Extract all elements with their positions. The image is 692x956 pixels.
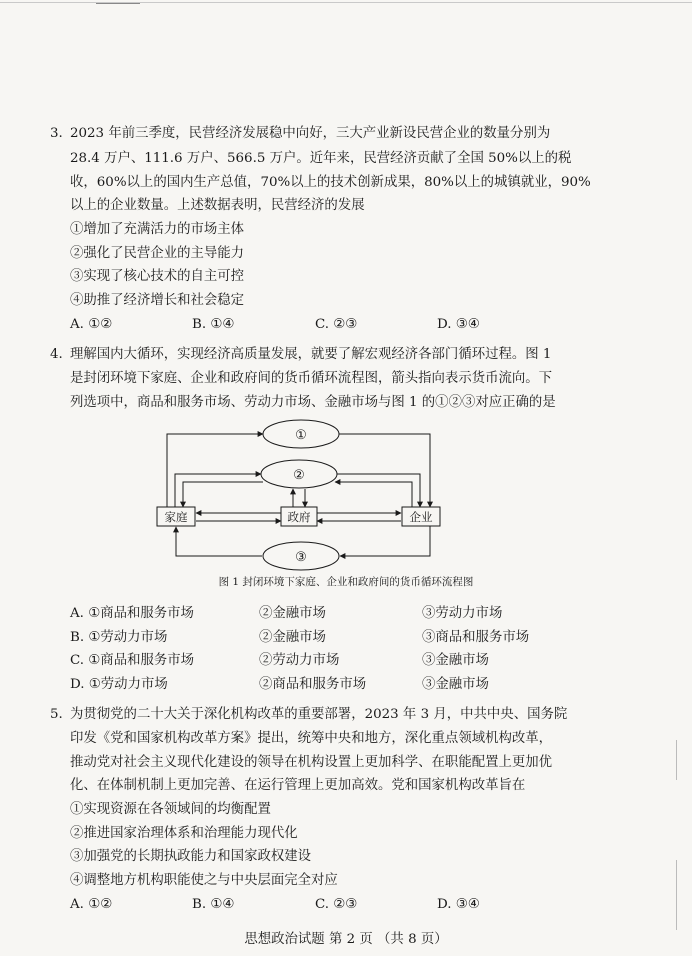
- box-enterprise-label: 企业: [409, 510, 433, 524]
- option-d[interactable]: D. ③④: [437, 317, 480, 332]
- option-d[interactable]: D. ③④: [437, 897, 480, 912]
- question-3-line: 28.4 万户、111.6 万户、566.5 万户。近年来，民营经济贡献了全国 50%以上的税: [70, 151, 572, 166]
- page-footer: 思想政治试题 第 2 页 （共 8 页）: [244, 932, 448, 947]
- question-number: 4.: [50, 347, 63, 362]
- question-4-line: 是封闭环境下家庭、企业和政府间的货币循环流程图，箭头指向表示货币流向。下: [70, 371, 553, 386]
- question-5-line: 印发《党和国家机构改革方案》提出，统筹中央和地方，深化重点领域机构改革，: [70, 731, 553, 746]
- question-3-line: 3. 2023 年前三季度，民营经济发展稳中向好，三大产业新设民营企业的数量分别为: [50, 126, 551, 141]
- statement-item: ④助推了经济增长和社会稳定: [70, 293, 245, 308]
- question-3-line: 以上的企业数量。上述数据表明，民营经济的发展: [70, 198, 365, 213]
- question-4-line: 列选项中，商品和服务市场、劳动力市场、金融市场与图 1 的①②③对应正确的是: [70, 395, 556, 410]
- option-a[interactable]: A. ①②: [70, 897, 113, 912]
- question-3-line: 收，60%以上的国内生产总值，70%以上的技术创新成果，80%以上的城镇就业，90%: [70, 175, 591, 190]
- statement-item: ①实现资源在各领域间的均衡配置: [70, 802, 271, 817]
- ellipse-3-label: ③: [295, 550, 307, 565]
- flow-arrow: [337, 474, 420, 507]
- option-b[interactable]: B. ①④: [192, 317, 235, 332]
- flow-arrow: [339, 434, 430, 507]
- box-household-label: 家庭: [164, 510, 188, 524]
- statement-item: ②强化了民营企业的主导能力: [70, 246, 245, 261]
- question-4-line: 4. 理解国内大循环，实现经济高质量发展，就要了解宏观经济各部门循环过程。图 1: [50, 347, 552, 362]
- option-c[interactable]: C. ②③: [315, 317, 358, 332]
- ellipse-2-label: ②: [293, 468, 305, 483]
- question-5-line: 5. 为贯彻党的二十大关于深化机构改革的重要部署，2023 年 3 月，中共中央、国务院: [50, 707, 568, 722]
- option-b[interactable]: B. ①④: [192, 897, 235, 912]
- statement-item: ①增加了充满活力的市场主体: [70, 222, 245, 237]
- flow-arrow: [175, 474, 261, 507]
- statement-item: ③实现了核心技术的自主可控: [70, 269, 245, 284]
- box-government-label: 政府: [287, 510, 311, 524]
- exam-page: 3. 2023 年前三季度，民营经济发展稳中向好，三大产业新设民营企业的数量分别为 28.4 万户、111.6 万户、566.5 万户。近年来，民营经济贡献了全国 50%以上的税 收，60%以上的国内生产总值，70%以上的技术创新成果，80%以上的城镇就业，90% 以上的企业数量。上述数据表明，民营经济的发展 ①增加了充满活力的市场主体 ②强化了民营企业的主导能力 ③实现了核心技术的自主可控 ④助推了经济增长和社会稳定 A. ①② B. ①④ C. ②③ D. ③④ 4. 理解国内大循环，实现经济高质量发展，就要了解宏观经济各部门循环过程。图 1 是封闭环境下家庭、企业和政府间的货币循环流程图，箭头指向表示货币流向。下 列选项中，商品和服务市场、劳动力市场、金融市场与图 1 的①②③对应正确的是 ① ② ③ 家庭 政府 企业 图 1 封闭环境下家庭、企业和政府间的货币循环流程图 A. ①商品和服务市场 ②金融市场 ③劳动力市场 B. ①劳动力市场 ②金融市场 ③商品和服务市场 C. ①商品和服务市场 ②劳动力市场 ③金融市场 D. ①劳动力市场 ②商品和服务市场 ③金融市场 5. 为贯彻党的二十大关于深化机构改革的重要部署，2023 年 3 月，中共中央、国务院 印发《党和国家机构改革方案》提出，统筹中央和地方，深化重点领域机构改革， 推动党对社会主义现代化建设的领导在机构设置上更加科学、在职能配置上更加优 化、在体制机制上更加完善、在运行管理上更加高效。党和国家机构改革旨在 ①实现资源在各领域间的均衡配置 ②推进国家治理体系和治理能力现代化 ③加强党的长期执政能力和国家政权建设 ④调整地方机构职能使之与中央层面完全对应 A. ①② B. ①④ C. ②③ D. ③④ 思想政治试题 第 2 页 （共 8 页）: [0, 0, 692, 956]
- question-number: 3.: [50, 126, 63, 141]
- statement-item: ④调整地方机构职能使之与中央层面完全对应: [70, 873, 338, 888]
- flow-arrow: [183, 482, 263, 507]
- ellipse-1-label: ①: [295, 428, 307, 443]
- statement-item: ③加强党的长期执政能力和国家政权建设: [70, 849, 312, 864]
- statement-item: ②推进国家治理体系和治理能力现代化: [70, 826, 298, 841]
- option-a[interactable]: A. ①②: [70, 317, 113, 332]
- flow-arrow: [340, 526, 430, 556]
- flow-arrow: [167, 434, 263, 507]
- question-5-line: 推动党对社会主义现代化建设的领导在机构设置上更加科学、在职能配置上更加优: [70, 755, 553, 770]
- question-number: 5.: [50, 707, 63, 722]
- flow-arrow: [335, 482, 412, 507]
- figure-caption: 图 1 封闭环境下家庭、企业和政府间的货币循环流程图: [218, 576, 474, 588]
- question-5-line: 化、在体制机制上更加完善、在运行管理上更加高效。党和国家机构改革旨在: [70, 778, 526, 793]
- option-c[interactable]: C. ②③: [315, 897, 358, 912]
- flow-arrow: [176, 527, 262, 556]
